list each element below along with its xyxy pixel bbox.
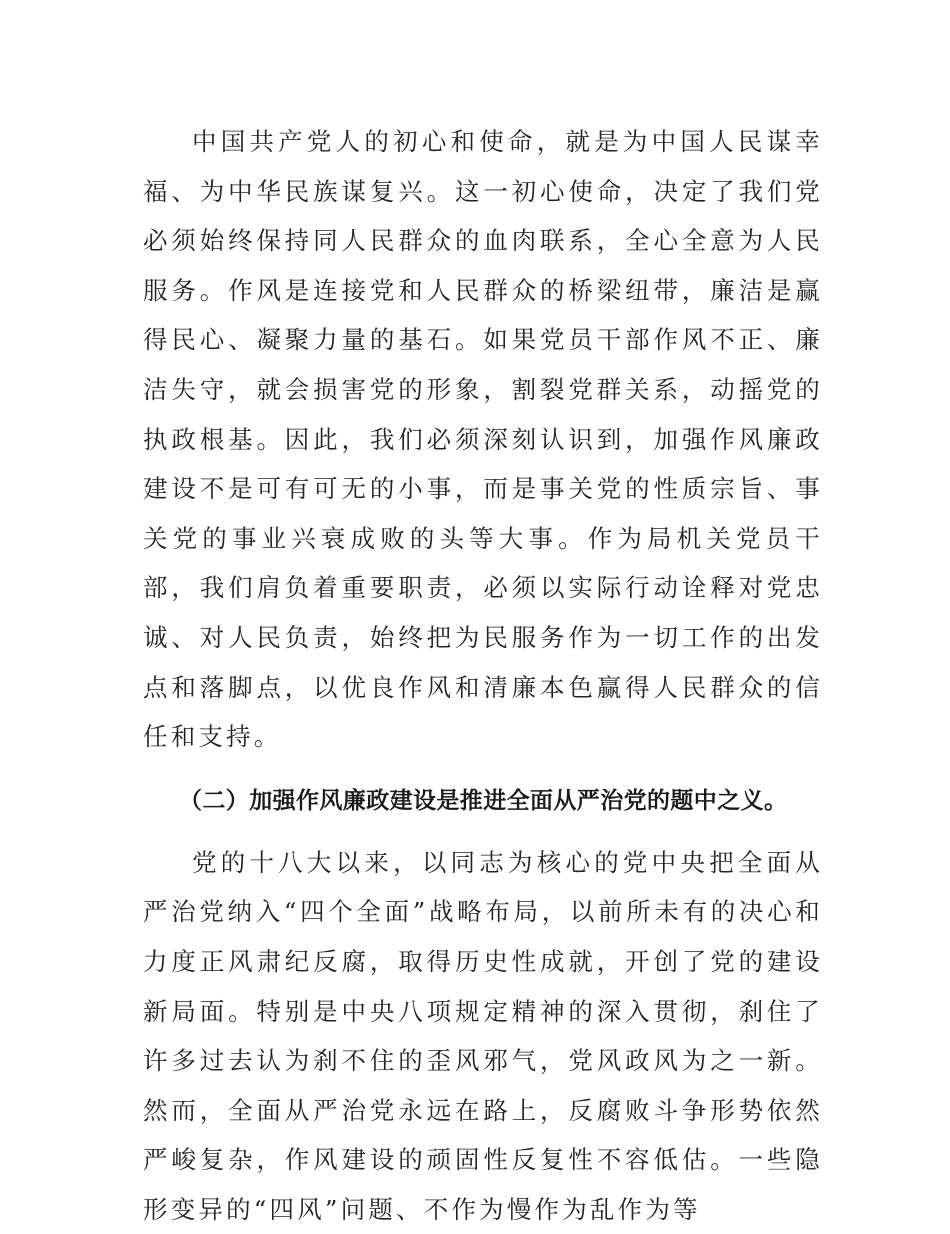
paragraph-mission: 中国共产党人的初心和使命，就是为中国人民谋幸福、为中华民族谋复兴。这一初心使命，决定了我们党必须始终保持同人民群众的血肉联系，全心全意为人民服务。作风是连接党和人民群众的桥梁纽带，廉洁是赢得民心、凝聚力量的基石。如果党员干部作风不正、廉洁失守，就会损害党的形象，割裂党群关系，动摇党的执政根基。因此，我们必须深刻认识到，加强作风廉政建设不是可有可无的小事，而是事关党的性质宗旨、事关党的事业兴衰成败的头等大事。作为局机关党员干部，我们肩负着重要职责，必须以实际行动诠释对党忠诚、对人民负责，始终把为民服务作为一切工作的出发点和落脚点，以优良作风和清廉本色赢得人民群众的信任和支持。 [143, 127, 823, 752]
section-heading: （二）加强作风廉政建设是推进全面从严治党的题中之义。 [179, 787, 788, 814]
document-body [143, 117, 823, 1234]
paragraph-strict-governance: 党的十八大以来，以同志为核心的党中央把全面从严治党纳入“四个全面”战略布局，以前所未有的决心和力度正风肃纪反腐，取得历史性成就，开创了党的建设新局面。特别是中央八项规定精神的深入贯彻，刹住了许多过去认为刹不住的歪风邪气，党风政风为之一新。然而，全面从严治党永远在路上，反腐败斗争形势依然严峻复杂，作风建设的顽固性反复性不容低估。一些隐形变异的“四风”问题、不作为慢作为乱作为等 [143, 847, 823, 1224]
